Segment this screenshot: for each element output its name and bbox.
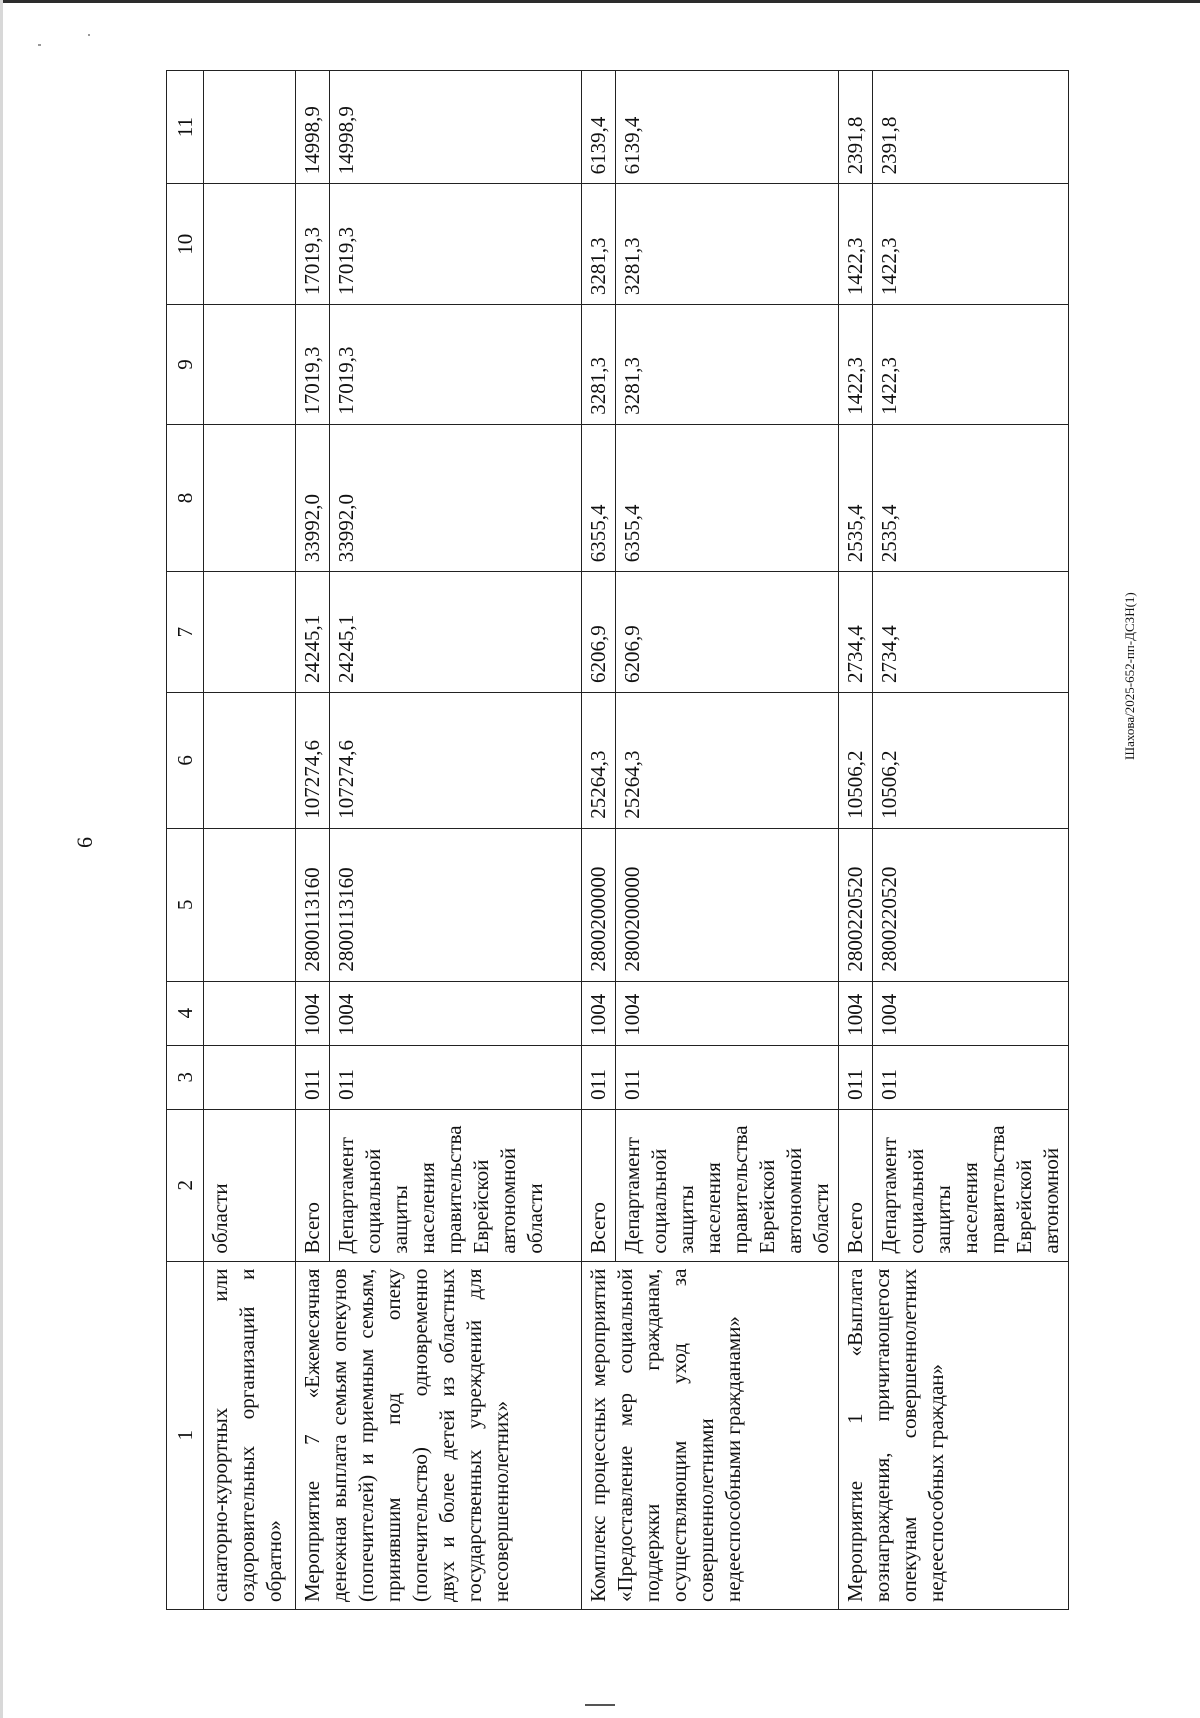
cell-grbs: 011 xyxy=(616,1045,839,1109)
cell-year xyxy=(204,71,296,184)
cell-year xyxy=(204,424,296,571)
cell-section: 1004 xyxy=(873,981,1069,1045)
cell-total: 25264,3 xyxy=(582,693,616,829)
cell-year: 3281,3 xyxy=(616,305,839,425)
cell-total xyxy=(204,693,296,829)
cell-year: 3281,3 xyxy=(582,184,616,305)
cell-year: 6139,4 xyxy=(616,71,839,184)
table-row xyxy=(582,71,616,1610)
rotated-table-container xyxy=(166,70,1096,1610)
cell-year: 17019,3 xyxy=(296,305,330,425)
cell-year xyxy=(204,572,296,693)
cell-grbs: 011 xyxy=(296,1045,330,1109)
cell-year: 24245,1 xyxy=(330,572,582,693)
cell-section: 1004 xyxy=(296,981,330,1045)
cell-executor: области xyxy=(204,1109,296,1261)
cell-year: 1422,3 xyxy=(839,184,873,305)
budget-table xyxy=(166,70,1069,1610)
cell-year: 14998,9 xyxy=(330,71,582,184)
cell-executor: Всего xyxy=(839,1109,873,1261)
cell-section: 1004 xyxy=(616,981,839,1045)
col-header: 9 xyxy=(167,305,204,425)
col-header: 6 xyxy=(167,693,204,829)
col-header: 1 xyxy=(167,1261,204,1609)
cell-year: 3281,3 xyxy=(616,184,839,305)
col-header: 3 xyxy=(167,1045,204,1109)
scan-left-edge xyxy=(0,0,3,1718)
cell-target: 2800200000 xyxy=(582,828,616,981)
cell-year: 17019,3 xyxy=(296,184,330,305)
cell-year: 1422,3 xyxy=(873,184,1069,305)
cell-target: 2800220520 xyxy=(839,828,873,981)
header-row xyxy=(167,71,204,1610)
table-row xyxy=(839,71,873,1610)
page-number: 6 xyxy=(72,837,97,848)
cell-target: 2800113160 xyxy=(296,828,330,981)
cell-year: 1422,3 xyxy=(839,305,873,425)
table-row xyxy=(204,71,296,1610)
cell-year: 6355,4 xyxy=(582,424,616,571)
col-header: 10 xyxy=(167,184,204,305)
cell-executor: Всего xyxy=(296,1109,330,1261)
cell-grbs: 011 xyxy=(873,1045,1069,1109)
cell-year xyxy=(204,184,296,305)
col-header: 8 xyxy=(167,424,204,571)
scan-speck xyxy=(38,44,41,46)
cell-section: 1004 xyxy=(839,981,873,1045)
cell-section: 1004 xyxy=(330,981,582,1045)
cell-target: 2800220520 xyxy=(873,828,1069,981)
cell-year: 6206,9 xyxy=(582,572,616,693)
cell-activity: Мероприятие 7 «Ежемесячная денежная выплата семьям опекунов (попечителей) и приемным семьям, принявшим под опеку (попечительство) одновременно двух и более детей из областных государственных учреждений для несовершеннолетних» xyxy=(296,1261,582,1609)
cell-year: 17019,3 xyxy=(330,184,582,305)
cell-target: 2800200000 xyxy=(616,828,839,981)
cell-section: 1004 xyxy=(582,981,616,1045)
cell-activity: Мероприятие 1 «Выплата вознаграждения, причитающегося опекунам совершеннолетних недееспособных граждан» xyxy=(839,1261,1069,1609)
scan-top-edge xyxy=(0,0,1200,3)
cell-year: 1422,3 xyxy=(873,305,1069,425)
cell-grbs: 011 xyxy=(582,1045,616,1109)
cell-total: 25264,3 xyxy=(616,693,839,829)
footer-document-code: Шахова/2025-652-пп-ДСЗН(1) xyxy=(1122,592,1137,760)
cell-activity: Комплекс процессных мероприятий «Предоставление мер социальной поддержки гражданам, осуществляющим уход за совершеннолетними недееспособными гражданами» xyxy=(582,1261,839,1609)
cell-year: 2391,8 xyxy=(839,71,873,184)
cell-year: 33992,0 xyxy=(330,424,582,571)
cell-total: 10506,2 xyxy=(839,693,873,829)
cell-year: 2535,4 xyxy=(839,424,873,571)
col-header: 2 xyxy=(167,1109,204,1261)
col-header: 5 xyxy=(167,828,204,981)
cell-target xyxy=(204,828,296,981)
cell-target: 2800113160 xyxy=(330,828,582,981)
cell-total: 107274,6 xyxy=(296,693,330,829)
cell-executor: Всего xyxy=(582,1109,616,1261)
cell-year xyxy=(204,305,296,425)
col-header: 11 xyxy=(167,71,204,184)
cell-year: 24245,1 xyxy=(296,572,330,693)
cell-year: 17019,3 xyxy=(330,305,582,425)
cell-total: 10506,2 xyxy=(873,693,1069,829)
cell-year: 6355,4 xyxy=(616,424,839,571)
cell-year: 2734,4 xyxy=(873,572,1069,693)
cell-year: 3281,3 xyxy=(582,305,616,425)
cell-grbs: 011 xyxy=(330,1045,582,1109)
table-row xyxy=(296,71,330,1610)
col-header: 4 xyxy=(167,981,204,1045)
scan-speck xyxy=(585,1704,615,1706)
cell-year: 6206,9 xyxy=(616,572,839,693)
cell-year: 6139,4 xyxy=(582,71,616,184)
scan-speck xyxy=(88,34,90,36)
cell-section xyxy=(204,981,296,1045)
cell-year: 33992,0 xyxy=(296,424,330,571)
cell-year: 2535,4 xyxy=(873,424,1069,571)
cell-executor: Департамент социальной защиты населения правительства Еврейской автономной области xyxy=(616,1109,839,1261)
cell-grbs xyxy=(204,1045,296,1109)
cell-executor: Департамент социальной защиты населения правительства Еврейской автономной xyxy=(873,1109,1069,1261)
cell-year: 2734,4 xyxy=(839,572,873,693)
cell-total: 107274,6 xyxy=(330,693,582,829)
cell-grbs: 011 xyxy=(839,1045,873,1109)
cell-year: 2391,8 xyxy=(873,71,1069,184)
cell-year: 14998,9 xyxy=(296,71,330,184)
col-header: 7 xyxy=(167,572,204,693)
cell-executor: Департамент социальной защиты населения правительства Еврейской автономной области xyxy=(330,1109,582,1261)
cell-activity: санаторно-курортных или оздоровительных организаций и обратно» xyxy=(204,1261,296,1609)
